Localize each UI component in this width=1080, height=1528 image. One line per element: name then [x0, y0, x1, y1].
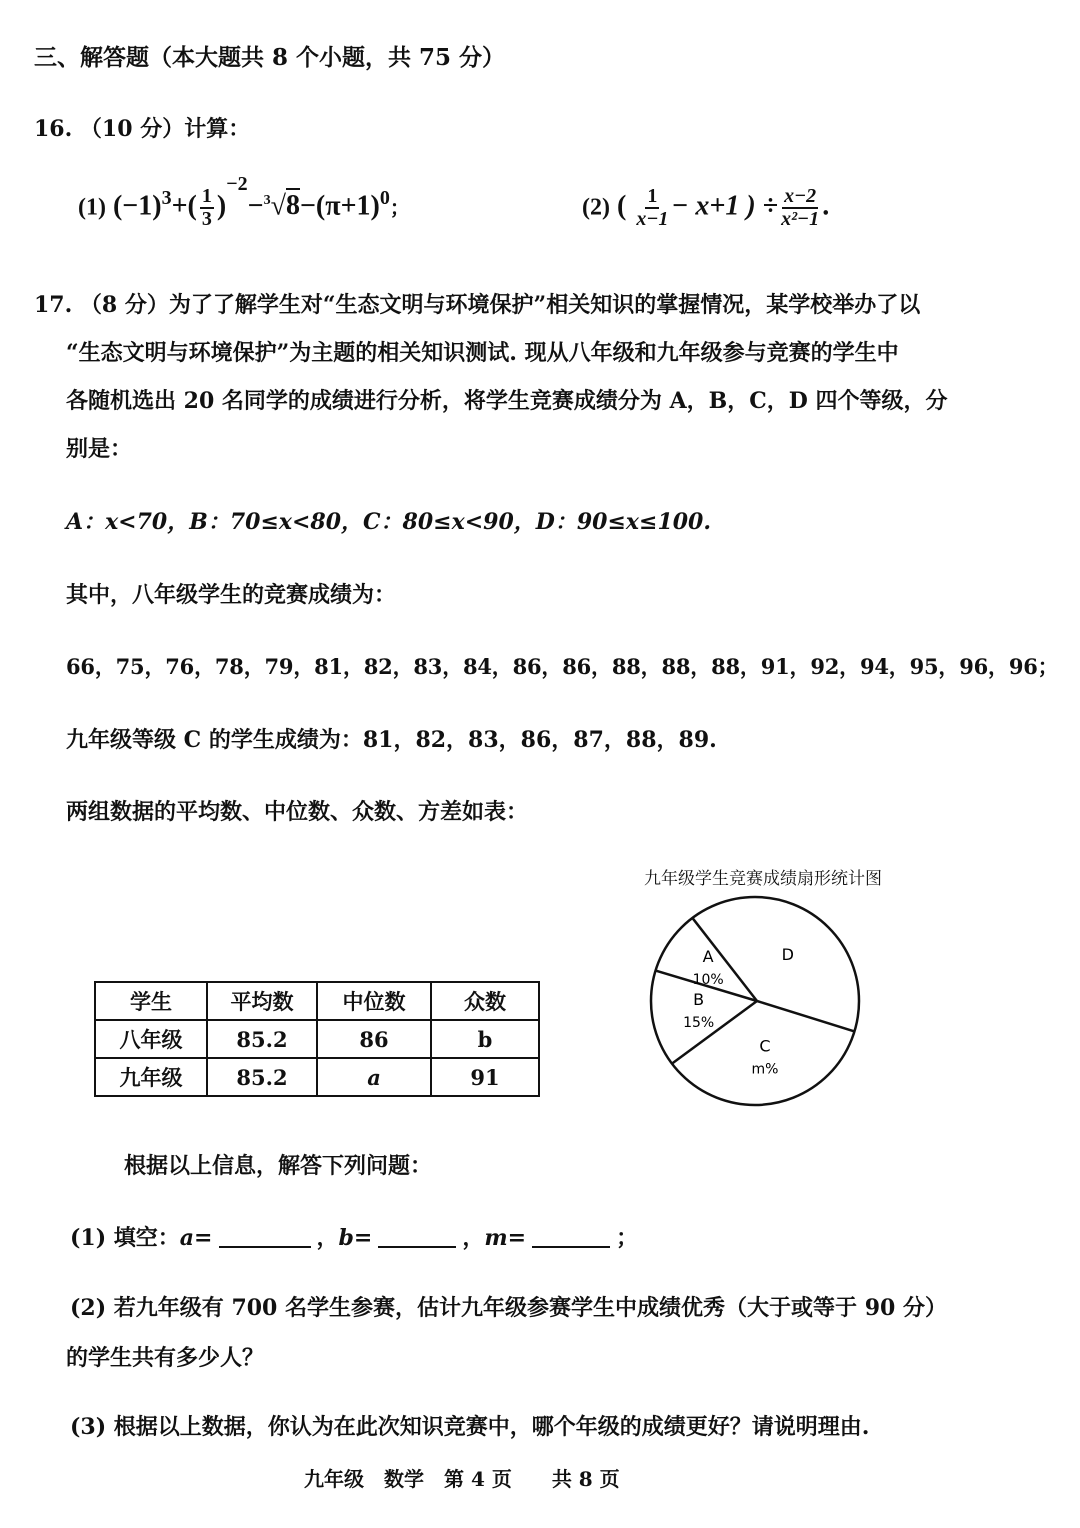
section-title: 三、解答题（本大题共 8 个小题，共 75 分） [34, 44, 506, 71]
pie-slice-percent-b: 15% [683, 1014, 715, 1031]
table-cell: 85.2 [207, 1020, 317, 1058]
q16-p2-frac1-num: 1 [647, 185, 658, 207]
table-header-cell: 学生 [95, 982, 207, 1020]
q16-part2-expression [582, 186, 829, 230]
q16-p2-fraction1 [636, 186, 668, 230]
q16-p2-frac2-den: x²−1 [781, 208, 820, 230]
table-header-cell: 众数 [431, 982, 539, 1020]
sub-question-2-line2: 的学生共有多少人？ [66, 1345, 265, 1371]
sub1-label: (1) 填空： [70, 1225, 180, 1251]
q16-p2-frac2-num: x−2 [784, 185, 817, 207]
q16-p1-pi-term: −(π+1) [299, 190, 380, 222]
q16-p1-minus: − [247, 190, 264, 222]
q17-grade-ranges: A：x<70，B：70≤x<80，C：80≤x<90，D：90≤x≤100. [66, 509, 712, 535]
q16-p1-fraction [200, 186, 214, 230]
sub1-sep: ， [316, 1225, 339, 1251]
pie-slice-label-b: B [693, 989, 705, 1009]
answer-blank-b[interactable] [378, 1224, 456, 1248]
q16-p1-root-sign: √ [270, 190, 286, 222]
q16-p1-root-index: 3 [263, 193, 271, 209]
pie-chart [640, 888, 870, 1118]
q16-p1-plus: +( [171, 190, 197, 222]
table-cell: b [431, 1020, 539, 1058]
q16-p2-label: (2) [582, 194, 610, 221]
q17-line2: “生态文明与环境保护”为主题的相关知识测试. 现从八年级和九年级参与竞赛的学生中 [66, 340, 899, 366]
sub-question-3: (3) 根据以上数据，你认为在此次知识竞赛中，哪个年级的成绩更好？请说明理由. [70, 1414, 870, 1440]
table-header-cell: 平均数 [207, 982, 317, 1020]
q16-header: 16. （10 分）计算： [34, 116, 251, 142]
stats-table [94, 981, 540, 1097]
q16-p2-open: ( [616, 190, 627, 222]
q16-p1-label: (1) [78, 194, 106, 221]
table-cell: 九年级 [95, 1058, 207, 1096]
sub-question-1 [70, 1224, 638, 1251]
answer-blank-m[interactable] [532, 1224, 610, 1248]
q16-p1-frac-den: 3 [201, 208, 212, 230]
q16-part1-expression [78, 173, 410, 230]
q16-p1-exp0: 0 [379, 187, 390, 210]
q17-line4: 别是： [66, 436, 133, 462]
q17-table-intro: 两组数据的平均数、中位数、众数、方差如表： [66, 799, 529, 825]
table-cell: 85.2 [207, 1058, 317, 1096]
table-cell: 91 [431, 1058, 539, 1096]
q16-p2-fraction2 [781, 186, 819, 230]
table-cell: a [317, 1058, 431, 1096]
sub1-b-label: b= [338, 1225, 373, 1251]
q17-grade8-scores: 66，75，76，78，79，81，82，83，84，86，86，88，88，88，91，92，94，95，96，96； [66, 654, 1059, 679]
q17-grade9-c-scores: 九年级等级 C 的学生成绩为：81，82，83，86，87，88，89. [66, 727, 717, 753]
q16-p1-frac-num: 1 [201, 185, 212, 207]
q16-p2-middle: − x+1 ) ÷ [671, 190, 779, 222]
pie-slice-label-c: C [759, 1036, 771, 1056]
sub1-sep: ， [462, 1225, 485, 1251]
sub1-end: ； [616, 1225, 639, 1251]
q16-p2-frac1-den: x−1 [636, 208, 669, 230]
table-cell: 八年级 [95, 1020, 207, 1058]
answer-intro: 根据以上信息，解答下列问题： [124, 1153, 433, 1179]
q16-p2-end: . [822, 190, 830, 222]
q16-p1-exp3: 3 [161, 187, 172, 210]
pie-chart-title: 九年级学生竞赛成绩扇形统计图 [644, 869, 882, 889]
q17-line3: 各随机选出 20 名同学的成绩进行分析，将学生竞赛成绩分为 A，B，C，D 四个等级，分 [66, 388, 948, 414]
table-header-cell: 中位数 [317, 982, 431, 1020]
answer-blank-a[interactable] [219, 1224, 311, 1248]
pie-slice-percent-c: m% [751, 1061, 779, 1078]
sub1-m-label: m= [484, 1225, 527, 1251]
q16-p1-root-arg: 8 [285, 190, 300, 222]
table-row [95, 1058, 539, 1096]
sub1-a-label: a= [179, 1225, 213, 1251]
page-footer: 九年级 数学 第 4 页 共 8 页 [304, 1467, 620, 1491]
table-cell: 86 [317, 1020, 431, 1058]
q17-line1: 17. （8 分）为了了解学生对“生态文明与环境保护”相关知识的掌握情况，某学校举办了以 [34, 292, 921, 318]
table-row [95, 1020, 539, 1058]
pie-slice-percent-a: 10% [692, 972, 724, 989]
pie-slice-label-a: A [702, 947, 714, 967]
sub-question-2-line1: (2) 若九年级有 700 名学生参赛，估计九年级参赛学生中成绩优秀（大于或等于 90 分） [70, 1295, 947, 1321]
q16-p1-close: ) [216, 190, 227, 222]
table-header-row [95, 982, 539, 1020]
pie-slice-label-d: D [781, 945, 794, 965]
q16-p1-end: ； [389, 197, 410, 220]
q17-grade8-intro: 其中，八年级学生的竞赛成绩为： [66, 582, 397, 608]
q16-p1-exp-neg2: −2 [226, 173, 248, 196]
q16-p1-term1: (−1) [112, 190, 162, 222]
